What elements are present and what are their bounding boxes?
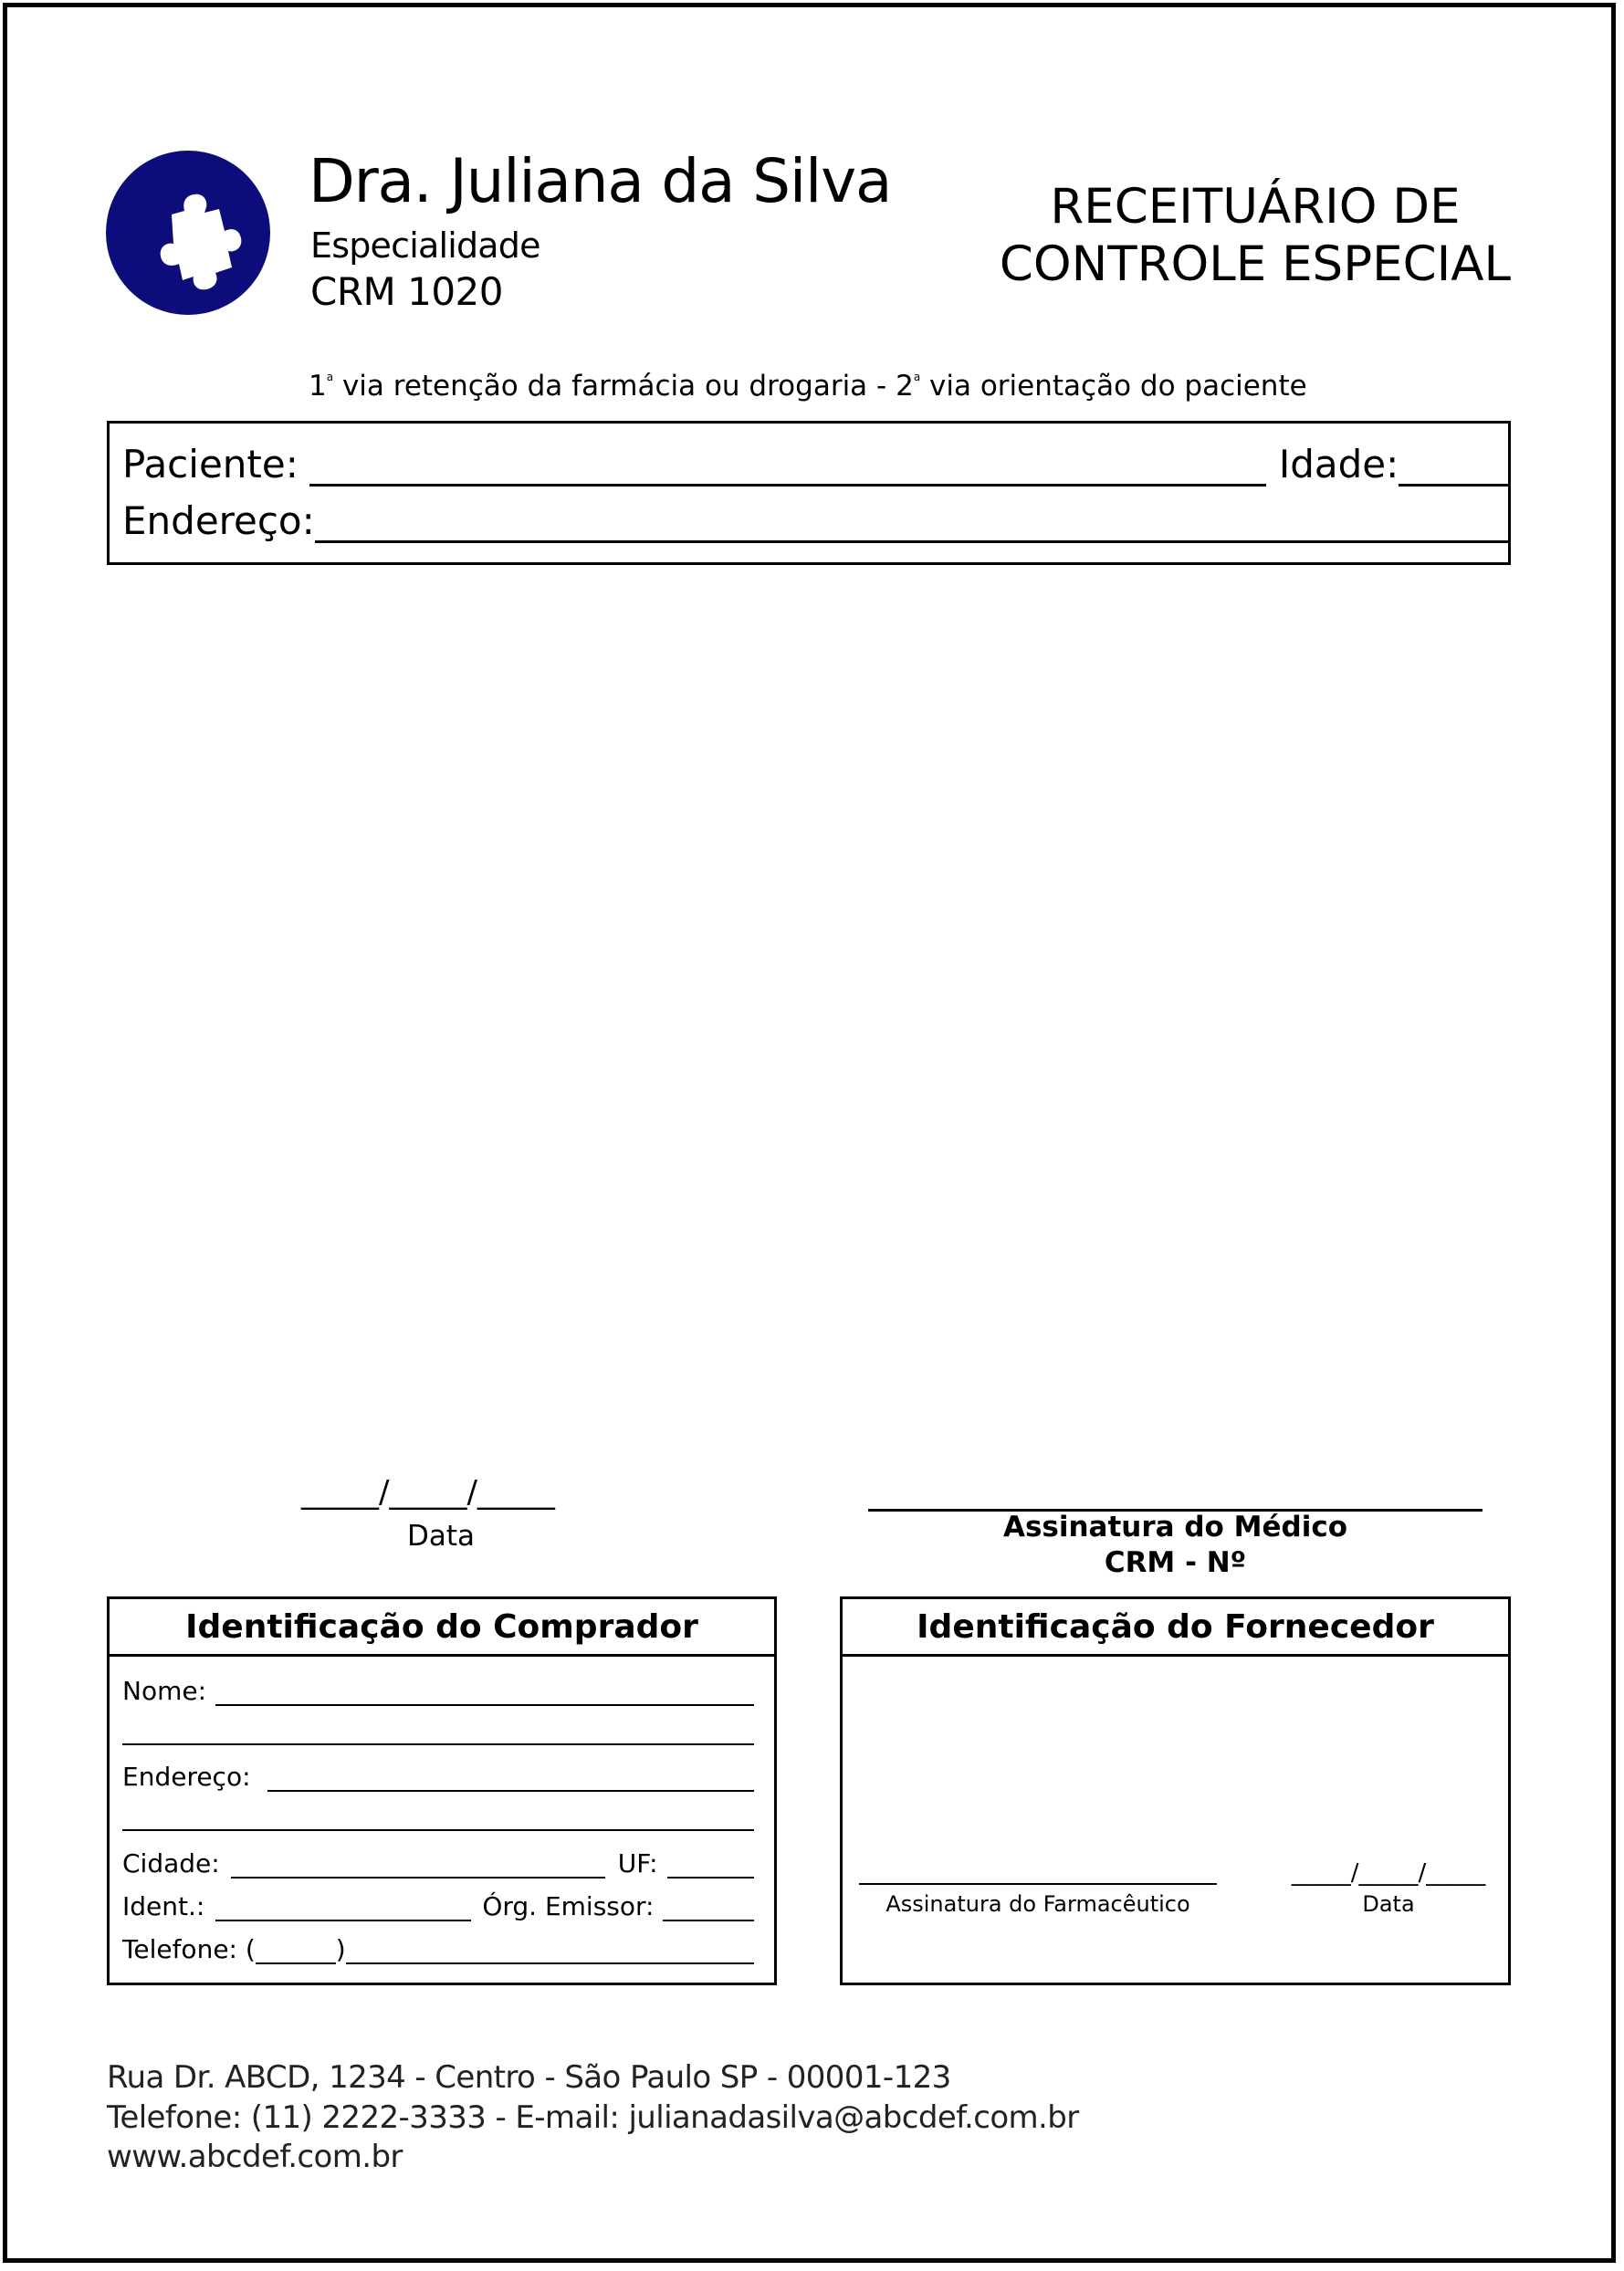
via-1-number: 1 [309,370,327,403]
form-title-line-1: RECEITUÁRIO DE [1050,179,1461,235]
buyer-uf-label: UF: [617,1848,658,1879]
crm-number: CRM 1020 [310,269,503,314]
form-title [995,178,1515,293]
patient-line [122,442,1510,487]
patient-age-field[interactable] [1399,447,1510,487]
doctor-crm-text: CRM - Nº [1104,1546,1247,1579]
date-label: Data [407,1520,476,1553]
via-2-ordinal: a [913,371,921,383]
buyer-phone-label: Telefone: ( [122,1934,256,1964]
buyer-address-field-2[interactable] [122,1802,754,1831]
buyer-address-label: Endereço: [122,1762,251,1792]
pharmacist-signature-line[interactable] [859,1883,1217,1885]
pharmacist-signature-label: Assinatura do Farmacêutico [885,1891,1190,1917]
footer-contact: Telefone: (11) 2222-3333 - E-mail: julianadasilva@abcdef.com.br [107,2099,1079,2136]
buyer-ident-row [122,1891,754,1921]
doctor-signature-text: Assinatura do Médico [1002,1511,1348,1544]
via-2-number: 2 [896,370,914,403]
buyer-identification-title: Identificação do Comprador [110,1599,774,1657]
footer-address: Rua Dr. ABCD, 1234 - Centro - São Paulo SP - 00001-123 [107,2059,951,2096]
address-line [122,498,1509,543]
doctor-name: Dra. Juliana da Silva [309,146,892,216]
buyer-address-field[interactable] [267,1763,754,1792]
via-1-ordinal: a [326,371,334,383]
buyer-name-field[interactable] [215,1677,754,1706]
buyer-city-field[interactable] [231,1849,605,1879]
buyer-issuer-label: Órg. Emissor: [482,1891,655,1921]
puzzle-piece-logo [106,151,270,315]
patient-box [107,421,1511,565]
buyer-address-row [122,1762,754,1792]
buyer-issuer-field[interactable] [663,1892,754,1921]
doctor-signature-label [868,1510,1483,1581]
buyer-name-row [122,1676,754,1706]
form-title-line-2: CONTROLE ESPECIAL [999,236,1512,292]
buyer-name-label: Nome: [122,1676,207,1706]
supplier-date-label: Data [1362,1891,1415,1917]
buyer-city-label: Cidade: [122,1848,220,1879]
patient-address-field[interactable] [315,504,1509,543]
buyer-name-field-2[interactable] [122,1716,754,1745]
footer-website: www.abcdef.com.br [107,2139,403,2175]
buyer-city-row [122,1848,754,1879]
patient-name-field[interactable] [309,447,1266,487]
buyer-phone-area-field[interactable] [256,1935,336,1964]
buyer-phone-row [122,1934,754,1964]
patient-age-label: Idade: [1278,442,1399,487]
buyer-phone-close: ) [335,1934,346,1964]
via-1-text: via retenção da farmácia ou drogaria - [333,370,896,403]
via-2-text: via orientação do paciente [920,370,1307,403]
buyer-name-row-2 [122,1716,754,1745]
supplier-identification-box [840,1596,1511,1985]
supplier-date-blank[interactable]: _____/_____/_____ [1291,1859,1486,1887]
supplier-identification-title: Identificação do Fornecedor [843,1599,1508,1657]
buyer-ident-field[interactable] [215,1892,471,1921]
buyer-ident-label: Ident.: [122,1891,205,1921]
specialty: Especialidade [310,225,540,266]
date-blank[interactable]: _____/_____/_____ [301,1474,555,1511]
buyer-identification-box [107,1596,777,1985]
patient-name-label: Paciente: [122,442,299,487]
buyer-address-row-2 [122,1802,754,1831]
buyer-uf-field[interactable] [667,1849,754,1879]
via-note [309,370,1307,403]
buyer-phone-field[interactable] [346,1935,754,1964]
patient-address-label: Endereço: [122,498,315,543]
